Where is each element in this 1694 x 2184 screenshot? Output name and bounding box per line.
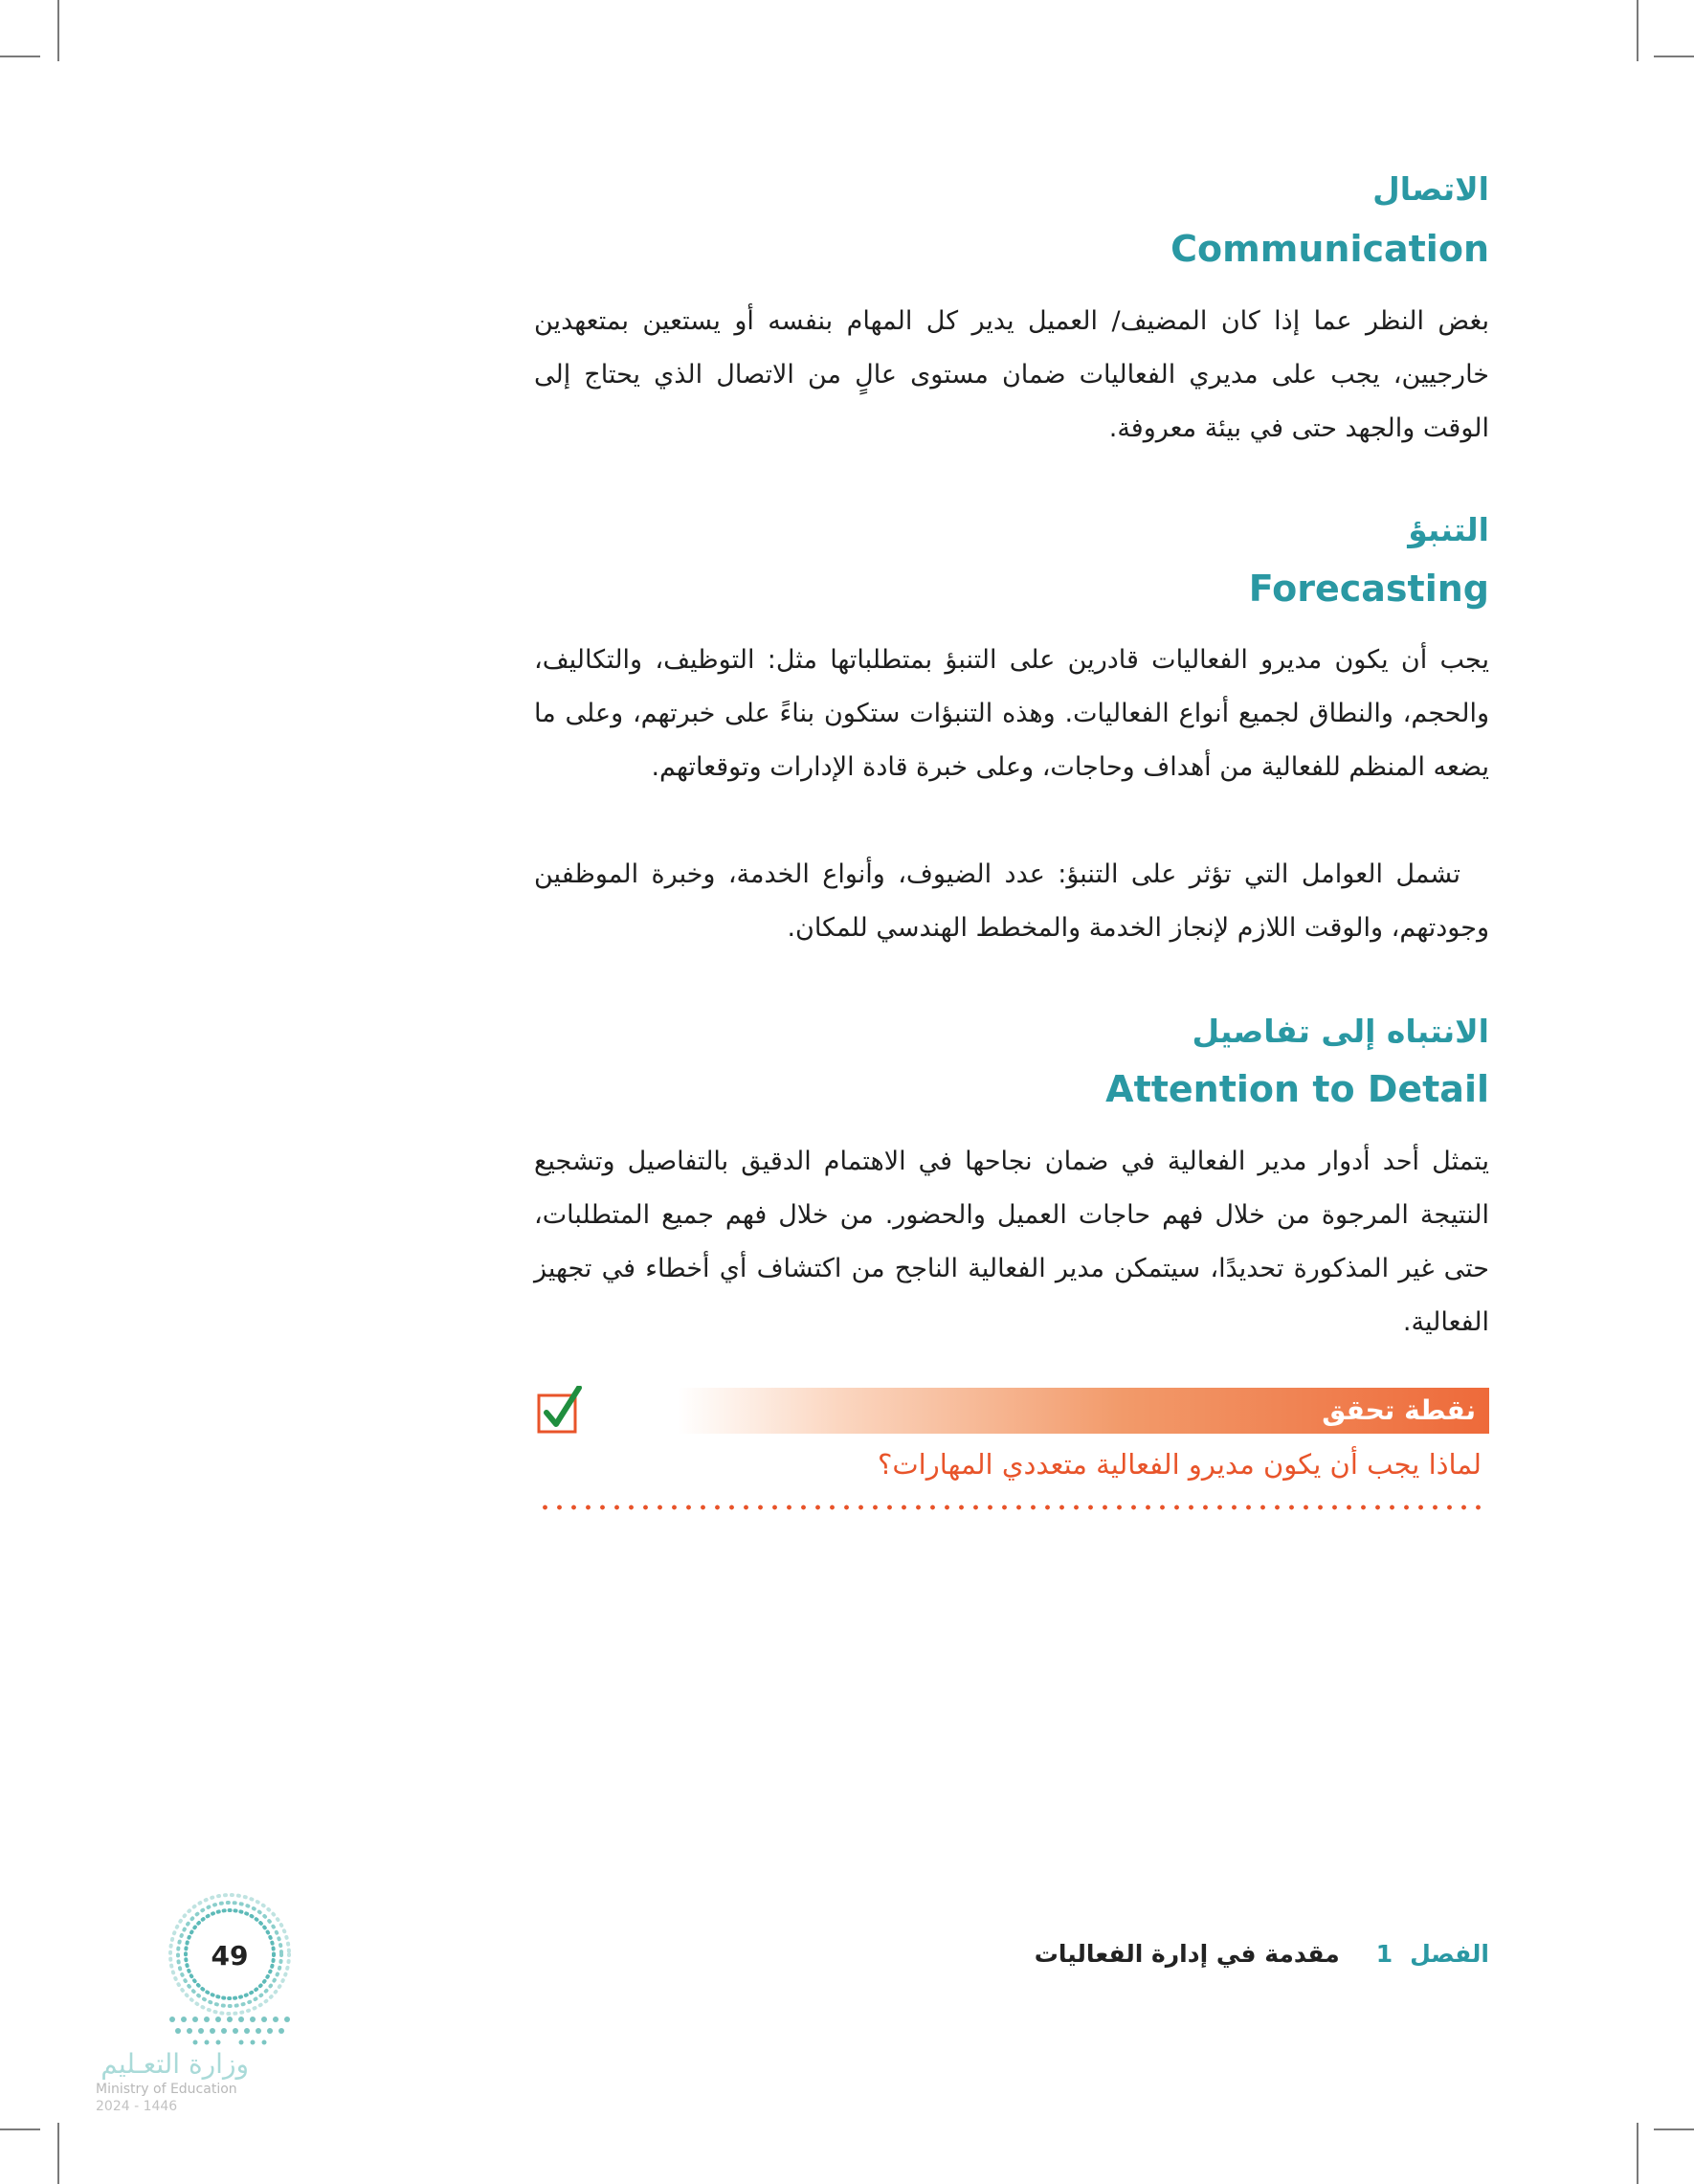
dotted-divider	[538, 1504, 1489, 1510]
section-heading-en: Communication	[1170, 228, 1489, 270]
section-heading-ar: الانتباه إلى تفاصيل	[1192, 1013, 1489, 1050]
crop-mark	[1654, 2128, 1694, 2130]
section-paragraph: يجب أن يكون مديرو الفعاليات قادرين على التنبؤ بمتطلباتها مثل: التوظيف، والتكاليف، والحجم، والنطاق لجميع أنواع الفعاليات. وهذه التنبؤات ستكون بناءً على خبرتهم، وعلى ما يضعه المنظم للفعالية من أهداف وحاجات، وعلى خبرة قادة الإدارات وتوقعاتهم.	[534, 645, 1489, 782]
crop-mark	[1637, 0, 1638, 61]
page-footer	[1035, 1935, 1489, 1973]
section-heading-ar: التنبؤ	[1408, 511, 1489, 548]
section-heading-en: Attention to Detail	[1105, 1068, 1489, 1110]
section-heading-en: Forecasting	[1248, 568, 1489, 610]
section-heading-ar: الاتصال	[1372, 170, 1489, 208]
ministry-name	[96, 2048, 249, 2115]
crop-mark	[1637, 2123, 1638, 2184]
section-paragraph: تشمل العوامل التي تؤثر على التنبؤ: عدد الضيوف، وأنواع الخدمة، وخبرة الموظفين وجودتهم، والوقت اللازم لإنجاز الخدمة والمخطط الهندسي للمكان.	[534, 859, 1489, 943]
checkmark-box-icon	[537, 1386, 585, 1434]
chapter-number: 1	[1375, 1940, 1393, 1968]
chapter-title: مقدمة في إدارة الفعاليات	[1034, 1940, 1340, 1968]
crop-mark	[1654, 56, 1694, 57]
crop-mark	[0, 56, 40, 57]
crop-mark	[57, 2123, 59, 2184]
chapter-label: الفصل	[1410, 1940, 1489, 1968]
checkpoint-bar	[678, 1388, 1489, 1434]
edition-year: 2024 - 1446	[96, 2099, 178, 2114]
page-number: 49	[211, 1940, 249, 1972]
crop-mark	[57, 0, 59, 61]
checkpoint-question: لماذا يجب أن يكون مديرو الفعالية متعددي المهارات؟	[877, 1448, 1482, 1481]
crop-mark	[0, 2128, 40, 2130]
ministry-name-en: Ministry of Education	[96, 2082, 237, 2097]
checkpoint-title: نقطة تحقق	[1322, 1394, 1476, 1426]
ministry-name-ar: وزارة التعـليم	[100, 2048, 249, 2080]
section-paragraph: بغض النظر عما إذا كان المضيف/ العميل يدير كل المهام بنفسه أو يستعين بمتعهدين خارجيين، يجب على مديري الفعاليات ضمان مستوى عالٍ من الاتصال الذي يحتاج إلى الوقت والجهد حتى في بيئة معروفة.	[534, 306, 1489, 443]
section-paragraph: يتمثل أحد أدوار مدير الفعالية في ضمان نجاحها في الاهتمام الدقيق بالتفاصيل وتشجيع النتيجة المرجوة من خلال فهم حاجات العميل والحضور. من خلال فهم جميع المتطلبات، حتى غير المذكورة تحديدًا، سيتمكن مدير الفعالية الناجح من اكتشاف أي أخطاء في تجهيز الفعالية.	[534, 1147, 1489, 1337]
